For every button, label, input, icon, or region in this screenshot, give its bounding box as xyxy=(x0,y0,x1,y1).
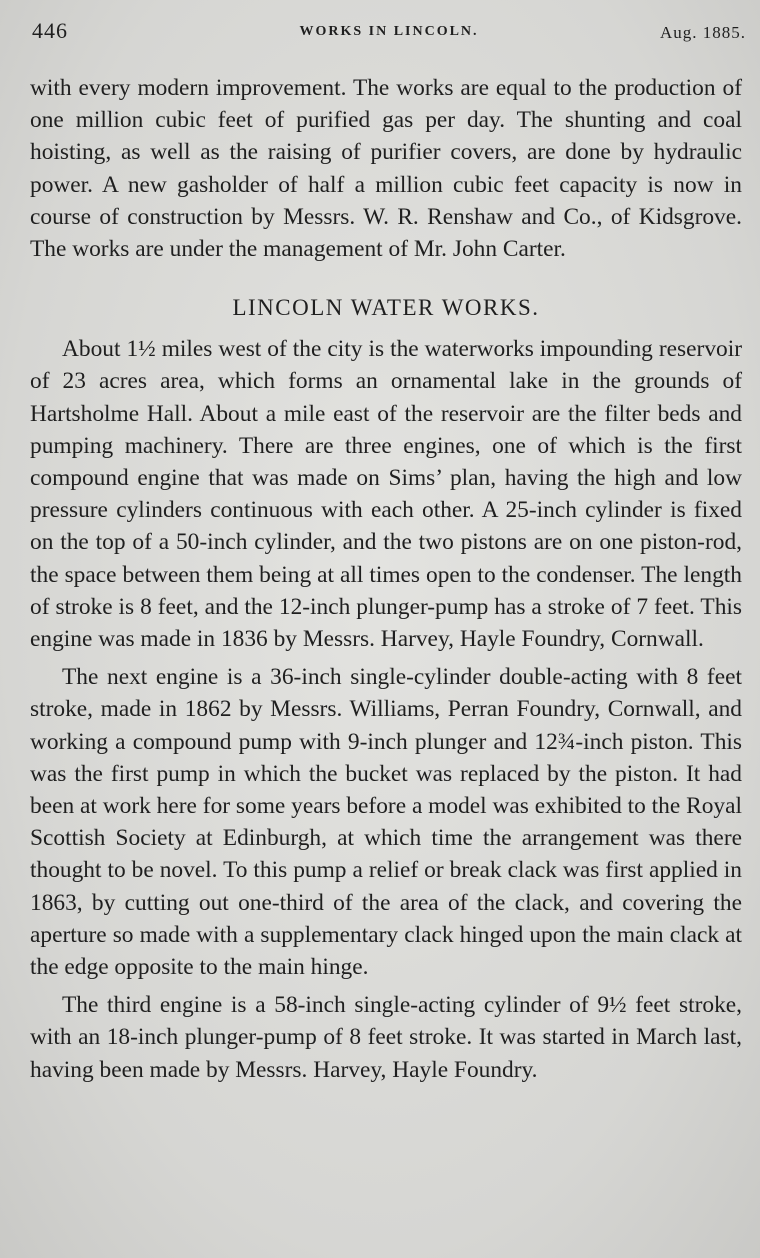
issue-date: Aug. 1885. xyxy=(659,23,746,42)
section-title: WORKS IN LINCOLN. xyxy=(299,24,479,39)
page-body xyxy=(30,72,742,1086)
heading-lincoln-water-works: LINCOLN WATER WORKS. xyxy=(232,295,540,321)
paragraph-next-engine: The next engine is a 36-inch single-cylinder double-acting with 8 feet stroke, made in 1862 by Messrs. Williams, Perran Foundry, Cornwall, and working a compound pump with 9-inch plunger and 12¾-inch piston. This was the first pump in which the bucket was replaced by the piston. It had been at work here for some years before a model was exhibited to the Royal Scottish Society at Edinburgh, at which time the arrangement was there thought to be novel. To this pump a relief or break clack was first applied in 1863, by cutting out one-third of the area of the clack, and covering the aperture so made with a supplementary clack hinged upon the main clack at the edge opposite to the main hinge. xyxy=(30,664,742,981)
paragraph-third-engine: The third engine is a 58-inch single-acting cylinder of 9½ feet stroke, with an 18-inch plunger-pump of 8 feet stroke. It was started in March last, having been made by Messrs. Harvey, Hayle Foundry. xyxy=(30,992,742,1083)
page-number: 446 xyxy=(32,18,68,43)
paragraph-gas-works-continued: with every modern improvement. The works are equal to the production of one million cubic feet of purified gas per day. The shunting and coal hoisting, as well as the raising of purifier covers, are done by hydraulic power. A new gasholder of half a million cubic feet capacity is now in course of construction by Messrs. W. R. Renshaw and Co., of Kidsgrove. The works are under the management of Mr. John Carter. xyxy=(30,75,742,263)
paragraph-reservoir: About 1½ miles west of the city is the waterworks impounding reservoir of 23 acres area, which forms an ornamental lake in the grounds of Hartsholme Hall. About a mile east of the reservoir are the filter beds and pumping machinery. There are three engines, one of which is the first compound engine that was made on Sims’ plan, having the high and low pressure cylinders continuous with each other. A 25-inch cylinder is fixed on the top of a 50-inch cylinder, and the two pistons are on one piston-rod, the space between them being at all times open to the condenser. The length of stroke is 8 feet, and the 12-inch plunger-pump has a stroke of 7 feet. This engine was made in 1836 by Messrs. Harvey, Hayle Foundry, Cornwall. xyxy=(30,336,742,653)
running-head xyxy=(32,18,746,44)
